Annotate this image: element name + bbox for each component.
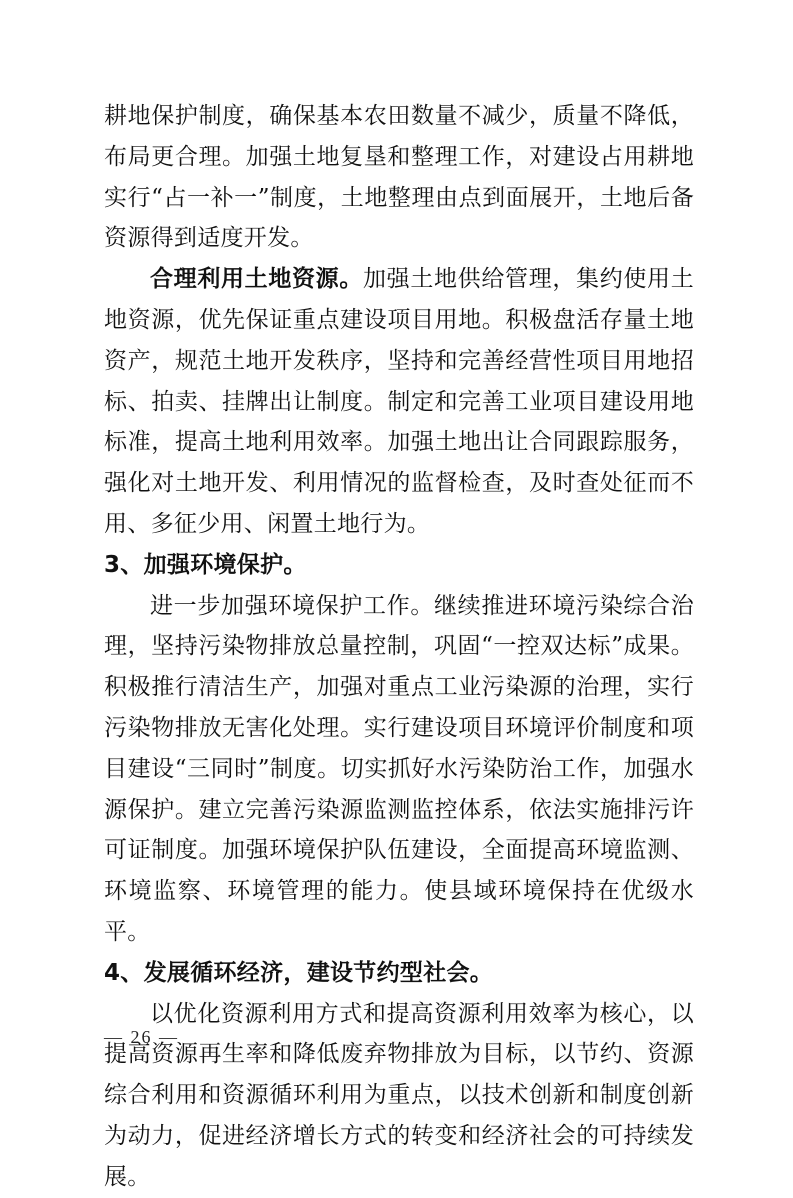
paragraph-land-use-text: 加强土地供给管理，集约使用土地资源，优先保证重点建设项目用地。积极盘活存量土地资产，规范土地开发秩序，坚持和完善经营性项目用地招标、拍卖、挂牌出让制度。制定和完善工业项目建设用地标准，提高土地利用效率。加强土地出让合同跟踪服务，强化对土地开发、利用情况的监督检查，及时查处征而不用、多征少用、闲置土地行为。 xyxy=(104,266,694,537)
paragraph-land-use xyxy=(104,259,694,545)
page-number: — 26 — xyxy=(104,1027,179,1047)
heading-environment-protection: 3、加强环境保护。 xyxy=(104,551,307,578)
paragraph-circular-economy: 以优化资源利用方式和提高资源利用效率为核心，以提高资源再生率和降低废弃物排放为目标，以节约、资源综合利用和资源循环利用为重点，以技术创新和制度创新为动力，促进经济增长方式的转变和经济社会的可持续发展。 xyxy=(104,1000,694,1190)
paragraph-lead-land-use: 合理利用土地资源。 xyxy=(150,266,364,293)
heading-circular-economy: 4、发展循环经济，建设节约型社会。 xyxy=(104,959,494,986)
paragraph-environment: 进一步加强环境保护工作。继续推进环境污染综合治理，坚持污染物排放总量控制，巩固“一控双达标”成果。积极推行清洁生产，加强对重点工业污染源的治理，实行污染物排放无害化处理。实行建设项目环境评价制度和项目建设“三同时”制度。切实抓好水污染防治工作，加强水源保护。建立完善污染源监测监控体系，依法实施排污许可证制度。加强环境保护队伍建设，全面提高环境监测、环境监察、环境管理的能力。使县域环境保持在优级水平。 xyxy=(104,592,694,945)
document-body xyxy=(104,96,694,1198)
paragraph-farmland-protection: 耕地保护制度，确保基本农田数量不减少，质量不降低，布局更合理。加强土地复垦和整理工作，对建设占用耕地实行“占一补一”制度，土地整理由点到面展开，土地后备资源得到适度开发。 xyxy=(104,103,694,252)
